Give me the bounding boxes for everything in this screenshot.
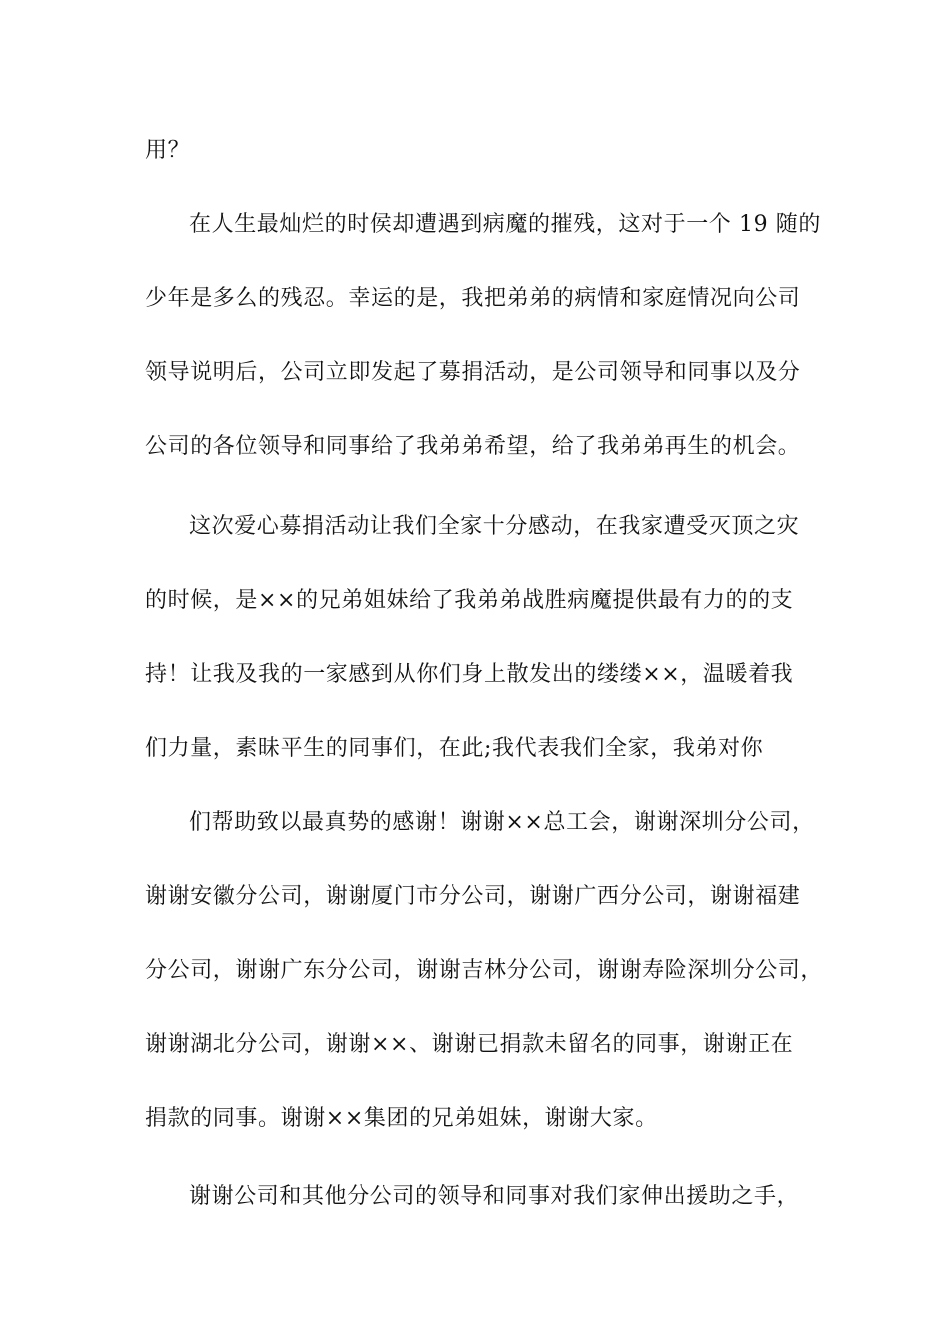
text-line: 公司的各位领导和同事给了我弟弟希望，给了我弟弟再生的机会。 [145,434,801,459]
paragraph-start-line: 谢谢公司和其他分公司的领导和同事对我们家伸出援助之手， [189,1184,800,1209]
text-line: 少年是多么的残忍。幸运的是，我把弟弟的病情和家庭情况向公司 [145,286,801,311]
text-line: 捐款的同事。谢谢××集团的兄弟姐妹，谢谢大家。 [145,1106,658,1131]
text-line: 持！让我及我的一家感到从你们身上散发出的缕缕××，温暖着我 [145,662,794,687]
paragraph-start-line: 这次爱心募捐活动让我们全家十分感动，在我家遭受灭顶之灾 [189,514,800,539]
text-line: 用？ [145,138,191,163]
text-line: 们力量，素昧平生的同事们，在此;我代表我们全家，我弟对你 [145,736,764,761]
paragraph-start-line: 们帮助致以最真势的感谢！谢谢××总工会，谢谢深圳分公司， [189,810,815,835]
paragraph-start-line: 在人生最灿烂的时侯却遭遇到病魔的摧残，这对于一个 19 随的 [189,212,821,237]
text-line: 谢谢安徽分公司，谢谢厦门市分公司，谢谢广西分公司，谢谢福建 [145,884,801,909]
text-line: 分公司，谢谢广东分公司，谢谢吉林分公司，谢谢寿险深圳分公司， [145,958,824,983]
text-line: 领导说明后，公司立即发起了募捐活动，是公司领导和同事以及分 [145,360,801,385]
text-line: 的时候，是××的兄弟姐妹给了我弟弟战胜病魔提供最有力的的支 [145,588,794,613]
text-line: 谢谢湖北分公司，谢谢××、谢谢已捐款未留名的同事，谢谢正在 [145,1032,794,1057]
